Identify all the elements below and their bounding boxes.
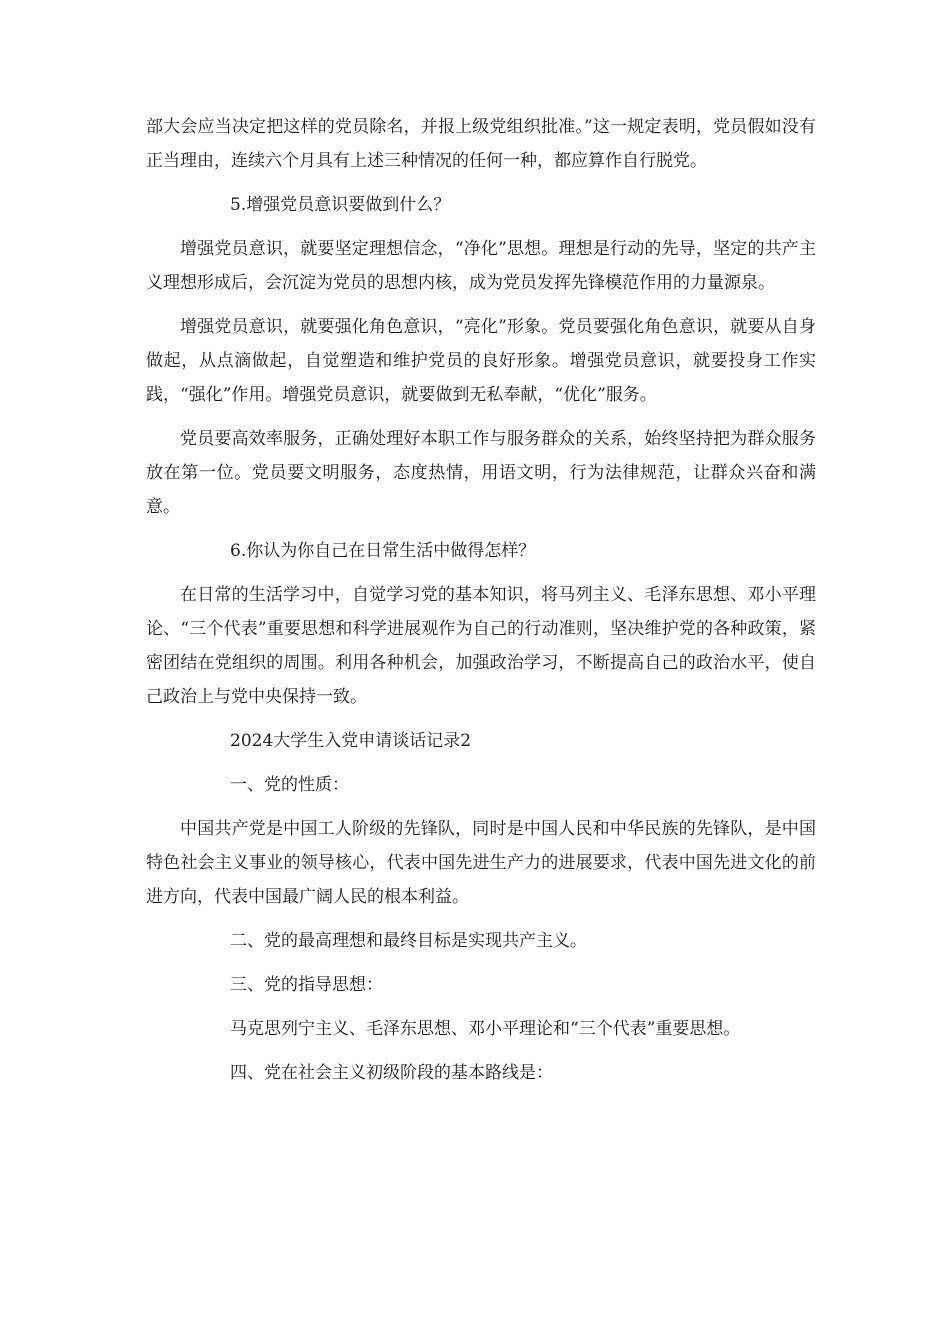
paragraph-daily-life: 在日常的生活学习中，自觉学习党的基本知识，将马列主义、毛泽东思想、邓小平理论、“三个代表”重要思想和科学进展观作为自己的行动准则，坚决维护党的各种政策，紧密团结在党组织的周围。利用各种机会，加强政治学习，不断提高自己的政治水平，使自己政治上与党中央保持一致。 bbox=[146, 585, 816, 707]
subsection-guiding-thought: 三、党的指导思想： bbox=[230, 975, 383, 995]
paragraph-ideals: 增强党员意识，就要坚定理想信念，“净化”思想。理想是行动的先导，坚定的共产主义理想形成后，会沉淀为党员的思想内核，成为党员发挥先锋模范作用的力量源泉。 bbox=[146, 239, 816, 293]
question-6-heading: 6.你认为你自己在日常生活中做得怎样？ bbox=[230, 541, 536, 561]
paragraph-role-awareness: 增强党员意识，就要强化角色意识，“亮化”形象。党员要强化角色意识，就要从自身做起，从点滴做起，自觉塑造和维护党员的良好形象。增强党员意识，就要投身工作实践，“强化”作用。增强党员意识，就要做到无私奉献，“优化”服务。 bbox=[146, 317, 816, 405]
paragraph-party-nature: 中国共产党是中国工人阶级的先锋队，同时是中国人民和中华民族的先锋队，是中国特色社会主义事业的领导核心，代表中国先进生产力的进展要求，代表中国先进文化的前进方向，代表中国最广阔人民的根本利益。 bbox=[146, 819, 816, 907]
paragraph-expulsion-rule: 部大会应当决定把这样的党员除名，并报上级党组织批准。”这一规定表明，党员假如没有正当理由，连续六个月具有上述三种情况的任何一种，都应算作自行脱党。 bbox=[146, 117, 816, 171]
question-5-heading: 5.增强党员意识要做到什么？ bbox=[230, 195, 451, 215]
subsection-basic-line: 四、党在社会主义初级阶段的基本路线是： bbox=[230, 1063, 553, 1083]
subsection-party-nature: 一、党的性质： bbox=[230, 775, 349, 795]
paragraph-guiding-thought: 马克思列宁主义、毛泽东思想、邓小平理论和“三个代表”重要思想。 bbox=[230, 1019, 741, 1039]
subsection-highest-ideal: 二、党的最高理想和最终目标是实现共产主义。 bbox=[230, 931, 587, 951]
document-body bbox=[146, 110, 816, 1090]
paragraph-service: 党员要高效率服务，正确处理好本职工作与服务群众的关系，始终坚持把为群众服务放在第一位。党员要文明服务，态度热情，用语文明，行为法律规范，让群众兴奋和满意。 bbox=[146, 429, 816, 517]
section-title-record-2: 2024大学生入党申请谈话记录2 bbox=[230, 731, 472, 751]
